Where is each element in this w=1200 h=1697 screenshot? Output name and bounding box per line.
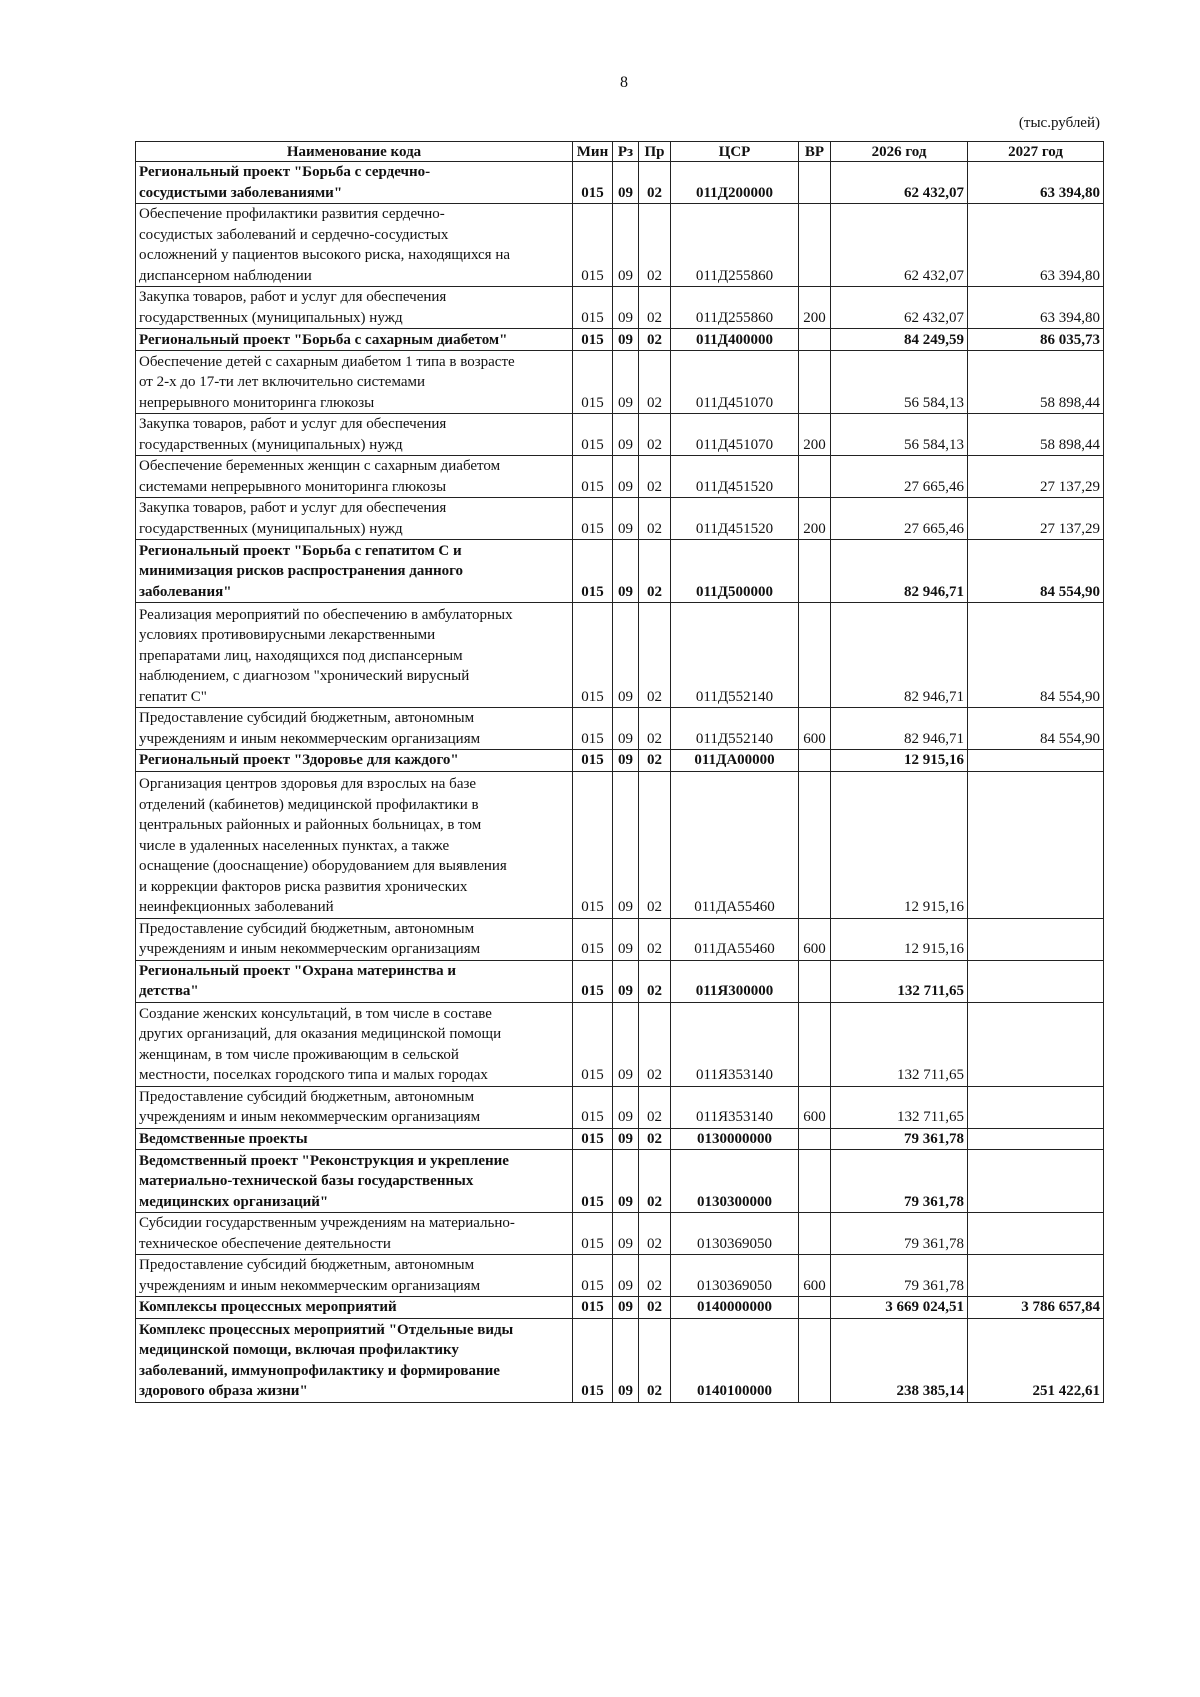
cell-y2026: 56 584,13 — [831, 351, 968, 414]
table-row — [136, 287, 1104, 329]
cell-min: 015 — [573, 287, 613, 329]
table-row — [136, 1213, 1104, 1255]
cell-min: 015 — [573, 1297, 613, 1319]
cell-y2026: 27 665,46 — [831, 456, 968, 498]
cell-vr — [799, 162, 831, 204]
table-row — [136, 708, 1104, 750]
cell-y2027 — [968, 1255, 1104, 1297]
header-pr: Пр — [639, 142, 671, 162]
cell-name: Предоставление субсидий бюджетным, автономным учреждениям и иным некоммерческим организациям — [136, 1255, 573, 1297]
cell-csr: 011Д451520 — [671, 498, 799, 540]
cell-pr: 02 — [639, 204, 671, 287]
cell-csr: 0140100000 — [671, 1318, 799, 1402]
cell-pr: 02 — [639, 708, 671, 750]
cell-name: Региональный проект "Борьба с сахарным диабетом" — [136, 329, 573, 351]
cell-y2026: 3 669 024,51 — [831, 1297, 968, 1319]
cell-csr: 011ДА00000 — [671, 750, 799, 772]
table-row — [136, 1297, 1104, 1319]
cell-y2026: 56 584,13 — [831, 414, 968, 456]
cell-y2027: 63 394,80 — [968, 162, 1104, 204]
cell-y2026: 12 915,16 — [831, 750, 968, 772]
cell-csr: 0130369050 — [671, 1255, 799, 1297]
cell-pr: 02 — [639, 414, 671, 456]
cell-csr: 011Д255860 — [671, 287, 799, 329]
table-row — [136, 750, 1104, 772]
cell-csr: 011Д200000 — [671, 162, 799, 204]
cell-rz: 09 — [613, 960, 639, 1002]
table-row — [136, 351, 1104, 414]
cell-y2026: 132 711,65 — [831, 960, 968, 1002]
cell-min: 015 — [573, 960, 613, 1002]
cell-y2027 — [968, 1150, 1104, 1213]
cell-csr: 0140000000 — [671, 1297, 799, 1319]
table-row — [136, 162, 1104, 204]
table-row — [136, 498, 1104, 540]
cell-y2027: 251 422,61 — [968, 1318, 1104, 1402]
table-row — [136, 456, 1104, 498]
cell-rz: 09 — [613, 162, 639, 204]
table-row — [136, 771, 1104, 918]
cell-min: 015 — [573, 1086, 613, 1128]
cell-vr — [799, 1297, 831, 1319]
cell-rz: 09 — [613, 1318, 639, 1402]
table-row — [136, 1002, 1104, 1086]
cell-name: Региональный проект "Борьба с сердечно- сосудистыми заболеваниями" — [136, 162, 573, 204]
cell-rz: 09 — [613, 1128, 639, 1150]
cell-pr: 02 — [639, 1213, 671, 1255]
cell-min: 015 — [573, 329, 613, 351]
cell-y2027: 3 786 657,84 — [968, 1297, 1104, 1319]
cell-vr — [799, 750, 831, 772]
cell-vr — [799, 1213, 831, 1255]
cell-min: 015 — [573, 1318, 613, 1402]
cell-pr: 02 — [639, 1318, 671, 1402]
cell-vr — [799, 329, 831, 351]
cell-vr: 600 — [799, 1255, 831, 1297]
cell-y2026: 62 432,07 — [831, 287, 968, 329]
header-name: Наименование кода — [136, 142, 573, 162]
cell-pr: 02 — [639, 603, 671, 708]
cell-csr: 0130369050 — [671, 1213, 799, 1255]
cell-y2026: 132 711,65 — [831, 1086, 968, 1128]
cell-min: 015 — [573, 414, 613, 456]
cell-rz: 09 — [613, 708, 639, 750]
cell-min: 015 — [573, 456, 613, 498]
cell-pr: 02 — [639, 162, 671, 204]
table-row — [136, 329, 1104, 351]
cell-pr: 02 — [639, 1002, 671, 1086]
cell-rz: 09 — [613, 603, 639, 708]
page-number: 8 — [620, 74, 628, 91]
cell-rz: 09 — [613, 1002, 639, 1086]
cell-csr: 011ДА55460 — [671, 771, 799, 918]
cell-y2026: 82 946,71 — [831, 540, 968, 603]
cell-name: Комплекс процессных мероприятий "Отдельные виды медицинской помощи, включая профилактику заболеваний, иммунопрофилактику и формирование здорового образа жизни" — [136, 1318, 573, 1402]
cell-vr — [799, 603, 831, 708]
cell-y2026: 12 915,16 — [831, 918, 968, 960]
table-row — [136, 414, 1104, 456]
cell-name: Обеспечение беременных женщин с сахарным диабетом системами непрерывного мониторинга глюкозы — [136, 456, 573, 498]
table-header-row — [136, 142, 1104, 162]
cell-vr — [799, 1318, 831, 1402]
cell-csr: 011Я353140 — [671, 1002, 799, 1086]
cell-rz: 09 — [613, 1255, 639, 1297]
cell-name: Предоставление субсидий бюджетным, автономным учреждениям и иным некоммерческим организациям — [136, 918, 573, 960]
cell-y2027 — [968, 960, 1104, 1002]
cell-rz: 09 — [613, 287, 639, 329]
cell-csr: 011Я353140 — [671, 1086, 799, 1128]
cell-y2027 — [968, 750, 1104, 772]
cell-pr: 02 — [639, 750, 671, 772]
cell-pr: 02 — [639, 1297, 671, 1319]
cell-y2026: 238 385,14 — [831, 1318, 968, 1402]
cell-y2027 — [968, 1213, 1104, 1255]
cell-csr: 011Д500000 — [671, 540, 799, 603]
cell-name: Обеспечение профилактики развития сердечно- сосудистых заболеваний и сердечно-сосудистых осложнений у пациентов высокого риска, находящихся на диспансерном наблюдении — [136, 204, 573, 287]
table-row — [136, 918, 1104, 960]
cell-min: 015 — [573, 918, 613, 960]
cell-name: Предоставление субсидий бюджетным, автономным учреждениям и иным некоммерческим организациям — [136, 708, 573, 750]
cell-vr — [799, 1150, 831, 1213]
cell-name: Региональный проект "Охрана материнства и детства" — [136, 960, 573, 1002]
cell-vr — [799, 351, 831, 414]
cell-min: 015 — [573, 1150, 613, 1213]
cell-y2026: 132 711,65 — [831, 1002, 968, 1086]
cell-csr: 011Я300000 — [671, 960, 799, 1002]
cell-pr: 02 — [639, 456, 671, 498]
cell-min: 015 — [573, 771, 613, 918]
cell-name: Закупка товаров, работ и услуг для обеспечения государственных (муниципальных) нужд — [136, 498, 573, 540]
cell-min: 015 — [573, 540, 613, 603]
cell-vr — [799, 540, 831, 603]
cell-y2026: 62 432,07 — [831, 162, 968, 204]
table-row — [136, 603, 1104, 708]
table-row — [136, 1128, 1104, 1150]
cell-name: Комплексы процессных мероприятий — [136, 1297, 573, 1319]
header-min: Мин — [573, 142, 613, 162]
cell-rz: 09 — [613, 329, 639, 351]
cell-csr: 011Д552140 — [671, 603, 799, 708]
table-body — [136, 162, 1104, 1403]
table-row — [136, 960, 1104, 1002]
cell-rz: 09 — [613, 204, 639, 287]
cell-y2027: 27 137,29 — [968, 498, 1104, 540]
cell-pr: 02 — [639, 329, 671, 351]
cell-name: Закупка товаров, работ и услуг для обеспечения государственных (муниципальных) нужд — [136, 414, 573, 456]
cell-csr: 011Д552140 — [671, 708, 799, 750]
cell-vr — [799, 1128, 831, 1150]
cell-y2027 — [968, 918, 1104, 960]
cell-name: Организация центров здоровья для взрослых на базе отделений (кабинетов) медицинской профилактики в центральных районных и районных больницах, в том числе в удаленных населенных пунктах, а также оснащение (дооснащение) оборудованием для выявления и коррекции факторов риска развития хронических неинфекционных заболеваний — [136, 771, 573, 918]
cell-y2027: 86 035,73 — [968, 329, 1104, 351]
table-row — [136, 1318, 1104, 1402]
cell-rz: 09 — [613, 540, 639, 603]
cell-min: 015 — [573, 603, 613, 708]
table-row — [136, 1150, 1104, 1213]
cell-pr: 02 — [639, 287, 671, 329]
cell-min: 015 — [573, 1213, 613, 1255]
cell-y2026: 82 946,71 — [831, 603, 968, 708]
cell-csr: 011ДА55460 — [671, 918, 799, 960]
cell-y2026: 79 361,78 — [831, 1255, 968, 1297]
cell-min: 015 — [573, 351, 613, 414]
header-2027: 2027 год — [968, 142, 1104, 162]
cell-name: Реализация мероприятий по обеспечению в амбулаторных условиях противовирусными лекарственными препаратами лиц, находящихся под диспансерным наблюдением, с диагнозом "хронический вирусный гепатит С" — [136, 603, 573, 708]
cell-y2027 — [968, 1128, 1104, 1150]
cell-name: Обеспечение детей с сахарным диабетом 1 типа в возрасте от 2-х до 17-ти лет включительно системами непрерывного мониторинга глюкозы — [136, 351, 573, 414]
cell-name: Закупка товаров, работ и услуг для обеспечения государственных (муниципальных) нужд — [136, 287, 573, 329]
cell-name: Создание женских консультаций, в том числе в составе других организаций, для оказания медицинской помощи женщинам, в том числе проживающим в сельской местности, поселках городского типа и малых городах — [136, 1002, 573, 1086]
budget-table — [135, 141, 1104, 1403]
cell-name: Субсидии государственным учреждениям на материально- техническое обеспечение деятельности — [136, 1213, 573, 1255]
cell-rz: 09 — [613, 750, 639, 772]
cell-pr: 02 — [639, 351, 671, 414]
cell-name: Ведомственные проекты — [136, 1128, 573, 1150]
cell-rz: 09 — [613, 771, 639, 918]
table-row — [136, 204, 1104, 287]
cell-vr — [799, 204, 831, 287]
cell-y2027: 63 394,80 — [968, 204, 1104, 287]
cell-y2026: 62 432,07 — [831, 204, 968, 287]
cell-y2026: 82 946,71 — [831, 708, 968, 750]
cell-rz: 09 — [613, 351, 639, 414]
cell-rz: 09 — [613, 456, 639, 498]
cell-rz: 09 — [613, 498, 639, 540]
cell-min: 015 — [573, 498, 613, 540]
table-row — [136, 1086, 1104, 1128]
cell-y2027: 58 898,44 — [968, 351, 1104, 414]
cell-y2026: 84 249,59 — [831, 329, 968, 351]
cell-pr: 02 — [639, 1255, 671, 1297]
cell-vr: 600 — [799, 1086, 831, 1128]
cell-y2026: 12 915,16 — [831, 771, 968, 918]
cell-vr: 200 — [799, 498, 831, 540]
cell-min: 015 — [573, 1255, 613, 1297]
header-rz: Рз — [613, 142, 639, 162]
cell-min: 015 — [573, 1128, 613, 1150]
cell-csr: 011Д255860 — [671, 204, 799, 287]
cell-y2027: 84 554,90 — [968, 603, 1104, 708]
cell-csr: 011Д451070 — [671, 351, 799, 414]
cell-y2027: 84 554,90 — [968, 540, 1104, 603]
table-row — [136, 1255, 1104, 1297]
cell-vr — [799, 1002, 831, 1086]
cell-y2027 — [968, 1086, 1104, 1128]
cell-y2027 — [968, 771, 1104, 918]
cell-rz: 09 — [613, 1150, 639, 1213]
cell-pr: 02 — [639, 771, 671, 918]
header-2026: 2026 год — [831, 142, 968, 162]
cell-vr — [799, 960, 831, 1002]
cell-y2026: 79 361,78 — [831, 1150, 968, 1213]
cell-y2027: 63 394,80 — [968, 287, 1104, 329]
cell-y2026: 79 361,78 — [831, 1128, 968, 1150]
cell-y2027 — [968, 1002, 1104, 1086]
cell-y2026: 79 361,78 — [831, 1213, 968, 1255]
cell-min: 015 — [573, 162, 613, 204]
cell-y2027: 84 554,90 — [968, 708, 1104, 750]
cell-rz: 09 — [613, 918, 639, 960]
table-row — [136, 540, 1104, 603]
cell-pr: 02 — [639, 918, 671, 960]
cell-vr: 200 — [799, 287, 831, 329]
cell-min: 015 — [573, 750, 613, 772]
cell-rz: 09 — [613, 1213, 639, 1255]
cell-y2027: 27 137,29 — [968, 456, 1104, 498]
cell-rz: 09 — [613, 1297, 639, 1319]
cell-pr: 02 — [639, 1150, 671, 1213]
cell-min: 015 — [573, 708, 613, 750]
header-vr: ВР — [799, 142, 831, 162]
cell-name: Предоставление субсидий бюджетным, автономным учреждениям и иным некоммерческим организациям — [136, 1086, 573, 1128]
cell-y2026: 27 665,46 — [831, 498, 968, 540]
cell-y2027: 58 898,44 — [968, 414, 1104, 456]
cell-vr — [799, 771, 831, 918]
cell-min: 015 — [573, 1002, 613, 1086]
unit-note: (тыс.рублей) — [1018, 115, 1100, 131]
cell-pr: 02 — [639, 1128, 671, 1150]
header-csr: ЦСР — [671, 142, 799, 162]
cell-rz: 09 — [613, 1086, 639, 1128]
cell-csr: 0130300000 — [671, 1150, 799, 1213]
cell-pr: 02 — [639, 498, 671, 540]
cell-name: Ведомственный проект "Реконструкция и укрепление материально-технической базы государственных медицинских организаций" — [136, 1150, 573, 1213]
cell-csr: 011Д400000 — [671, 329, 799, 351]
cell-pr: 02 — [639, 960, 671, 1002]
cell-name: Региональный проект "Борьба с гепатитом С и минимизация рисков распространения данного заболевания" — [136, 540, 573, 603]
cell-vr: 200 — [799, 414, 831, 456]
cell-vr — [799, 456, 831, 498]
cell-pr: 02 — [639, 540, 671, 603]
cell-rz: 09 — [613, 414, 639, 456]
cell-csr: 0130000000 — [671, 1128, 799, 1150]
cell-vr: 600 — [799, 918, 831, 960]
cell-pr: 02 — [639, 1086, 671, 1128]
cell-csr: 011Д451070 — [671, 414, 799, 456]
cell-csr: 011Д451520 — [671, 456, 799, 498]
cell-min: 015 — [573, 204, 613, 287]
cell-name: Региональный проект "Здоровье для каждого" — [136, 750, 573, 772]
cell-vr: 600 — [799, 708, 831, 750]
